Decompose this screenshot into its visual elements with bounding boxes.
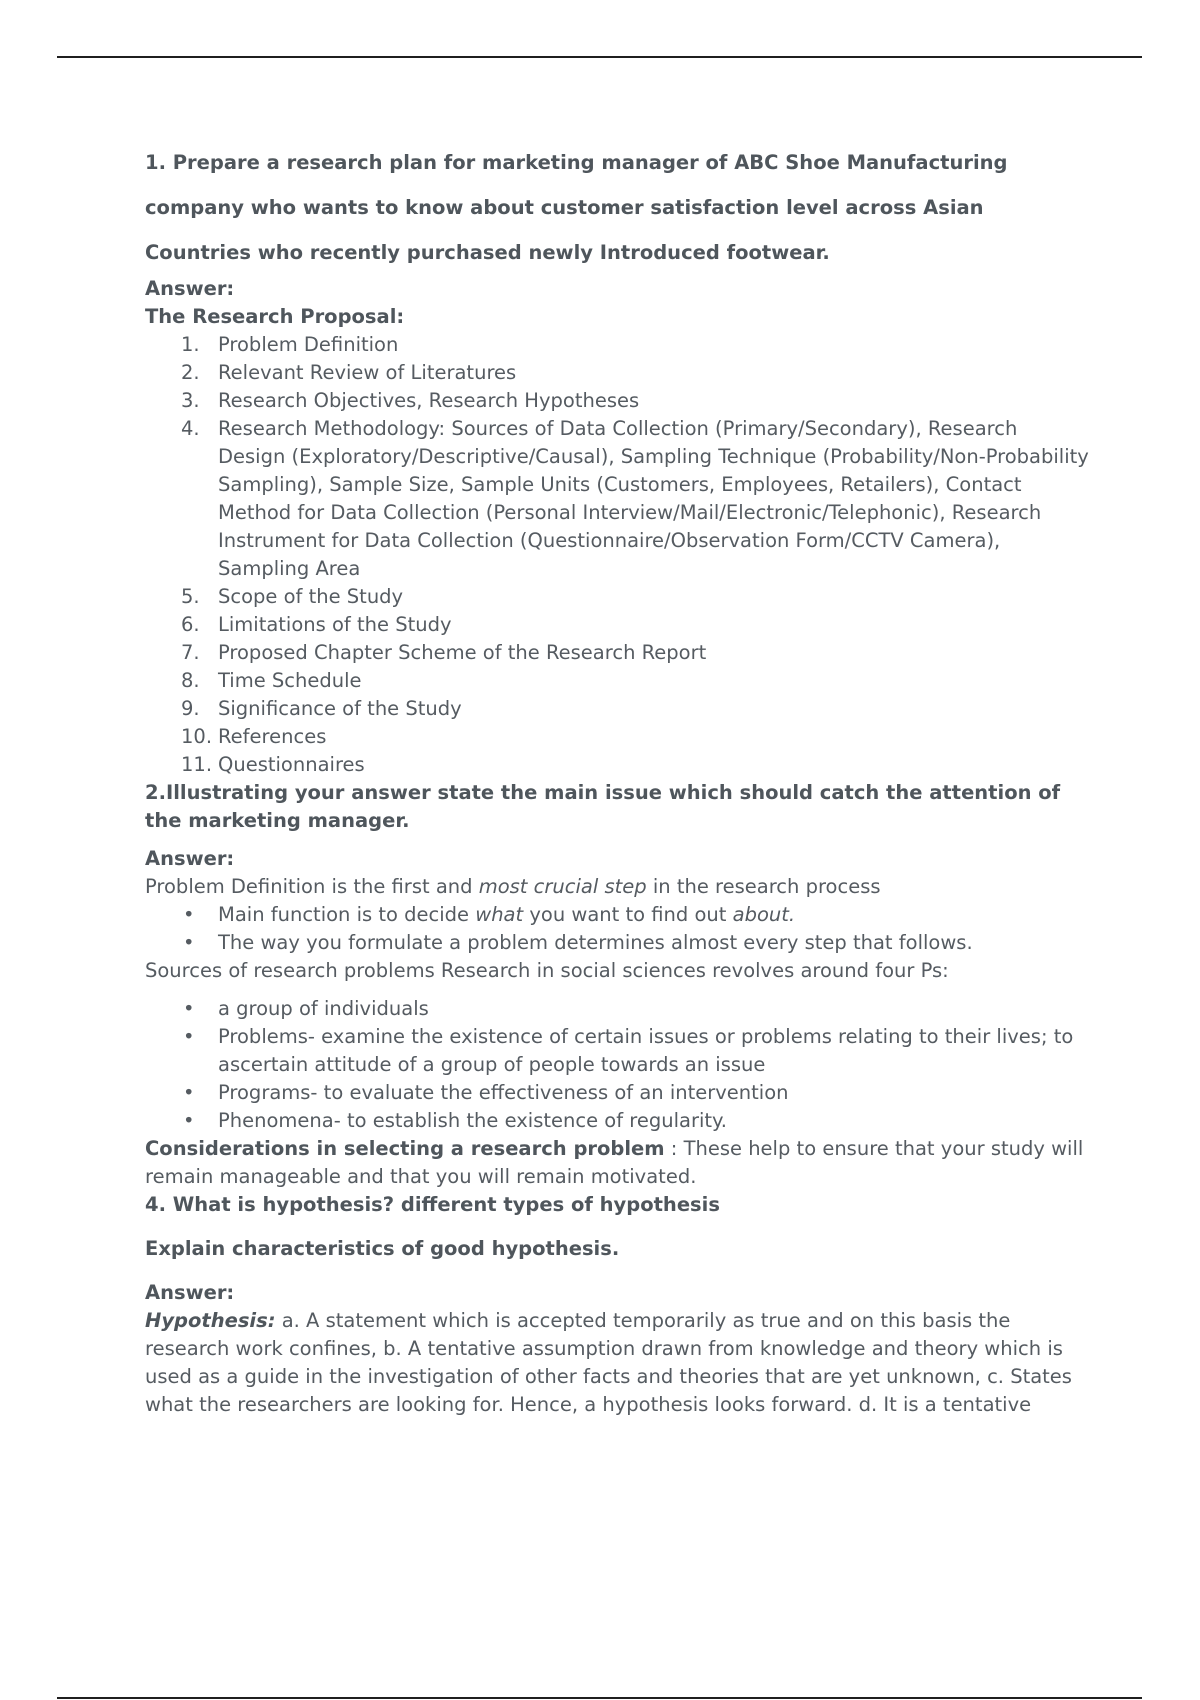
list-item: 11. Questionnaires [181, 753, 365, 776]
list-item: 7. Proposed Chapter Scheme of the Research Report [181, 641, 707, 664]
list-item: 8. Time Schedule [181, 669, 362, 692]
bottom-rule [57, 1697, 1142, 1699]
list-item: 3. Research Objectives, Research Hypotheses [181, 389, 640, 412]
question-4-subline: Explain characteristics of good hypothesis. [145, 1237, 620, 1260]
list-item: 10. References [181, 725, 327, 748]
considerations-paragraph: Considerations in selecting a research problem : These help to ensure that your study will remain manageable and that you will remain motivated. [145, 1137, 1084, 1188]
question-4: 4. What is hypothesis? different types of hypothesis [145, 1193, 720, 1216]
question-2: 2.Illustrating your answer state the main issue which should catch the attention of the marketing manager. [145, 781, 1061, 832]
list-item: • Main function is to decide what you want to find out about. [183, 903, 796, 926]
answer-label-1: Answer: [145, 277, 235, 300]
list-item: 4. Research Methodology: Sources of Data Collection (Primary/Secondary), Research Design (Exploratory/Descriptive/Causal), Sampling Technique (Probability/Non-Probability Sampling), Sample Size, Sample Units (Customers, Employees, Retailers), Contact Method for Data Collection (Personal Interview/Mail/Electronic/Telephonic), Research Instrument for Data Collection (Questionnaire/Observation Form/CCTV Camera), Sampling Area [181, 417, 1089, 580]
list-item: • Programs- to evaluate the effectiveness of an intervention [183, 1081, 789, 1104]
hypothesis-paragraph: Hypothesis: a. A statement which is accepted temporarily as true and on this basis the research work confines, b. A tentative assumption drawn from knowledge and theory which is used as a guide in the investigation of other facts and theories that are yet unknown, c. States what the researchers are looking for. Hence, a hypothesis looks forward. d. It is a tentative [145, 1309, 1072, 1416]
list-item: 6. Limitations of the Study [181, 613, 452, 636]
answer-label-4: Answer: [145, 1281, 235, 1304]
list-item: 9. Significance of the Study [181, 697, 462, 720]
four-ps-list [145, 995, 1090, 1135]
list-item: 1. Problem Definition [181, 333, 399, 356]
top-rule [57, 56, 1142, 58]
document-body [145, 140, 1090, 1419]
list-item: • Phenomena- to establish the existence of regularity. [183, 1109, 728, 1132]
list-item: • Problems- examine the existence of certain issues or problems relating to their lives; to ascertain attitude of a group of people towards an issue [183, 1025, 1074, 1076]
list-item: 5. Scope of the Study [181, 585, 404, 608]
list-item: • The way you formulate a problem determines almost every step that follows. [183, 931, 973, 954]
research-proposal-list [145, 331, 1090, 779]
list-item: 2. Relevant Review of Literatures [181, 361, 517, 384]
question-1: 1. Prepare a research plan for marketing manager of ABC Shoe Manufacturing company who wants to know about customer satisfaction level across Asian Countries who recently purchased newly Introduced footwear. [145, 151, 1008, 264]
problem-definition-bullets [145, 901, 1090, 957]
answer-label-2: Answer: [145, 847, 235, 870]
sources-paragraph: Sources of research problems Research in social sciences revolves around four Ps: [145, 959, 949, 982]
list-item: • a group of individuals [183, 997, 429, 1020]
proposal-heading: The Research Proposal: [145, 305, 405, 328]
problem-definition-intro: Problem Definition is the first and most crucial step in the research process [145, 875, 881, 898]
